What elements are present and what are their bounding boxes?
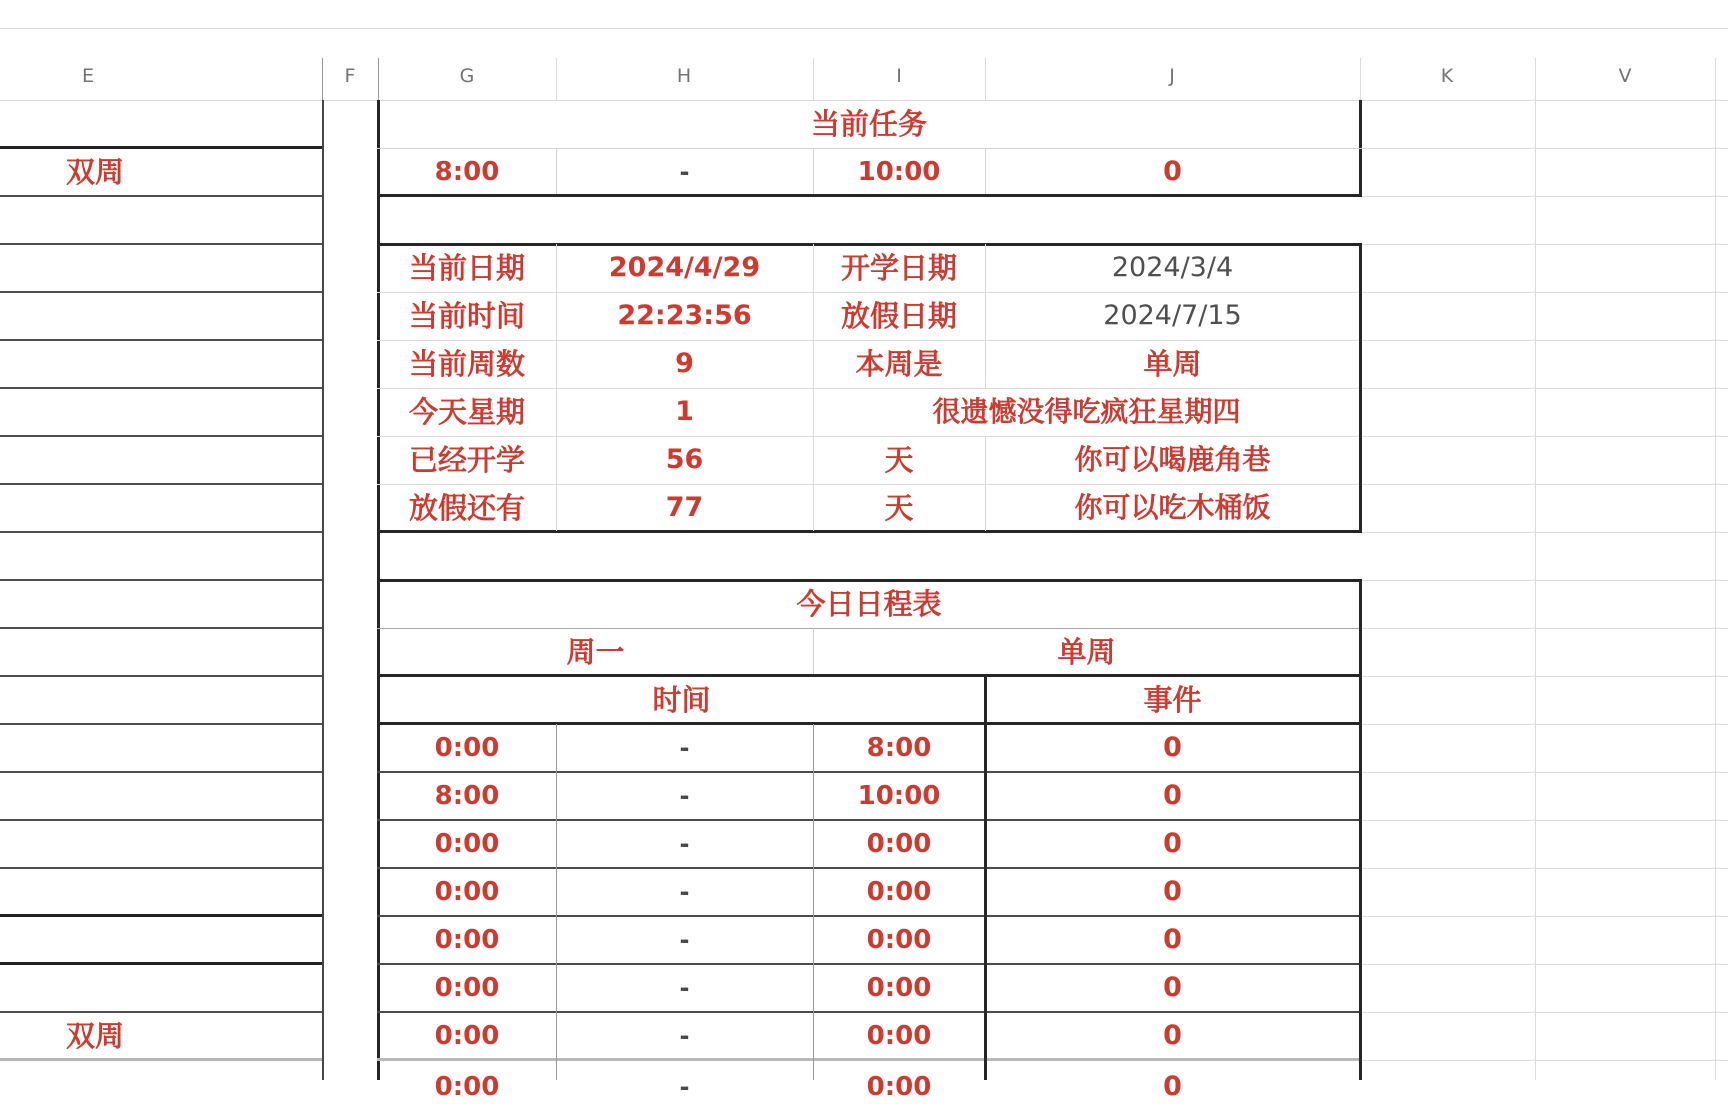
cell-current-time-value[interactable]: 22:23:56 [617,300,752,331]
gridline [1360,196,1728,197]
column-header-G[interactable]: G [459,65,475,87]
schedule-row-event[interactable]: 0 [1163,1071,1182,1102]
schedule-row-from[interactable]: 8:00 [434,781,500,811]
gridline [1360,292,1728,293]
left-table-line [0,771,322,773]
column-header-E[interactable]: E [81,65,94,87]
schedule-row-dash[interactable]: - [679,878,690,906]
gridline [1360,388,1728,389]
schedule-row-to[interactable]: 0:00 [866,925,932,955]
left-table-line [0,291,322,293]
schedule-row-from[interactable]: 0:00 [434,1072,500,1102]
schedule-row-dash[interactable]: - [679,782,690,810]
gridline [1360,628,1728,629]
header-separator [1715,58,1716,100]
schedule-row-dash[interactable]: - [679,734,690,762]
column-header-H[interactable]: H [676,65,692,87]
cell-fun-note-3[interactable]: 你可以吃木桶饭 [1074,491,1271,524]
gridline [1360,964,1728,965]
left-table-right-border [322,100,324,1080]
schedule-row-from[interactable]: 0:00 [434,877,500,907]
schedule-row-dash[interactable]: - [679,974,690,1002]
cell-term-start-value[interactable]: 2024/3/4 [1111,252,1234,283]
left-table-line [0,483,322,485]
gridline [1535,100,1536,1080]
left-table-line [0,531,322,533]
gridline [1360,1012,1728,1013]
schedule-row-event[interactable]: 0 [1163,1020,1182,1051]
cell-event-header[interactable]: 事件 [1143,683,1202,717]
cell-task-event[interactable]: 0 [1163,156,1182,187]
schedule-row-dash[interactable]: - [679,926,690,954]
left-table-line [0,435,322,437]
left-table-line [0,339,322,341]
gridline [1360,724,1728,725]
cell-days-unit-2[interactable]: 天 [884,491,914,525]
left-table-border [0,914,322,917]
schedule-row-event[interactable]: 0 [1163,732,1182,763]
cell-this-week-value[interactable]: 单周 [1143,347,1202,381]
schedule-row-from[interactable]: 0:00 [434,973,500,1003]
cell-current-task-title[interactable]: 当前任务 [810,107,927,141]
schedule-row-event[interactable]: 0 [1163,876,1182,907]
header-separator [813,58,814,100]
gridline [1360,580,1728,581]
schedule-row-to[interactable]: 10:00 [857,781,941,811]
left-table-border [0,962,322,965]
cell-week-number-label[interactable]: 当前周数 [408,347,525,381]
left-table-line [0,723,322,725]
gridline [1715,100,1716,1080]
schedule-row-from[interactable]: 0:00 [434,829,500,859]
cell-days-unit[interactable]: 天 [884,443,914,477]
gridline [1360,676,1728,677]
header-separator [985,58,986,100]
column-header-I[interactable]: I [896,65,902,87]
gridline [1360,820,1728,821]
cell-schedule-day[interactable]: 周一 [566,635,625,669]
cell-schedule-title[interactable]: 今日日程表 [796,587,942,621]
cell-schedule-week-type[interactable]: 单周 [1057,635,1116,669]
gridline [1360,868,1728,869]
cell-time-header[interactable]: 时间 [652,683,711,717]
schedule-row-to[interactable]: 0:00 [866,1072,932,1102]
left-table-line [0,675,322,677]
schedule-row-to[interactable]: 0:00 [866,1021,932,1051]
cell-term-start-label[interactable]: 开学日期 [840,251,957,285]
cell-days-left-value[interactable]: 77 [665,492,704,523]
column-header-J[interactable]: J [1169,65,1175,87]
column-header-V[interactable]: V [1618,65,1632,87]
schedule-row-from[interactable]: 0:00 [434,733,500,763]
column-header-F[interactable]: F [344,65,356,87]
schedule-row-to[interactable]: 0:00 [866,973,932,1003]
schedule-row-event[interactable]: 0 [1163,972,1182,1003]
cell-weekday-label[interactable]: 今天星期 [408,395,525,429]
cell-vacation-date-value[interactable]: 2024/7/15 [1103,300,1242,331]
cell-this-week-label[interactable]: 本周是 [855,347,943,381]
left-table-line [0,579,322,581]
cell-current-time-label[interactable]: 当前时间 [408,299,525,333]
left-table-line [0,627,322,629]
gridline [1360,340,1728,341]
cell-week-number-value[interactable]: 9 [675,348,694,379]
schedule-row-dash[interactable]: - [679,1022,690,1050]
header-separator [1360,58,1361,100]
cell-weekday-value[interactable]: 1 [675,396,694,427]
cell-days-since-label[interactable]: 已经开学 [408,443,525,477]
cell-fun-note-2[interactable]: 你可以喝鹿角巷 [1074,443,1271,476]
cell-task-start[interactable]: 8:00 [434,157,500,187]
schedule-row-to[interactable]: 8:00 [866,733,932,763]
cell-biweek-top[interactable]: 双周 [65,155,124,189]
schedule-row-to[interactable]: 0:00 [866,877,932,907]
gridline [1360,484,1728,485]
header-top-line [0,28,1728,29]
schedule-row-event[interactable]: 0 [1163,828,1182,859]
schedule-row-dash[interactable]: - [679,1073,690,1101]
left-table-line [0,387,322,389]
cell-days-since-value[interactable]: 56 [665,444,704,475]
cell-task-dash[interactable]: - [679,158,690,186]
schedule-row-dash[interactable]: - [679,830,690,858]
header-separator [556,58,557,100]
header-separator [1535,58,1536,100]
gridline [1360,532,1728,533]
schedule-row-to[interactable]: 0:00 [866,829,932,859]
gridline [1360,772,1728,773]
left-table-line [0,819,322,821]
left-table-line [0,243,322,245]
cell-task-end[interactable]: 10:00 [857,157,941,187]
gridline [1360,148,1728,149]
cell-days-left-label[interactable]: 放假还有 [408,491,525,525]
gridline [1360,244,1728,245]
cell-current-date-value[interactable]: 2024/4/29 [608,252,761,283]
cell-biweek-bottom[interactable]: 双周 [65,1019,124,1053]
cell-current-date-label[interactable]: 当前日期 [408,251,525,285]
cell-fun-note-1[interactable]: 很遗憾没得吃疯狂星期四 [932,395,1241,428]
schedule-row-event[interactable]: 0 [1163,780,1182,811]
schedule-row-event[interactable]: 0 [1163,924,1182,955]
partial-row-clip [0,1061,1728,1102]
column-header-K[interactable]: K [1440,65,1454,87]
cell-vacation-date-label[interactable]: 放假日期 [840,299,957,333]
gridline [1360,436,1728,437]
gridline [1360,916,1728,917]
left-table-line [0,867,322,869]
schedule-row-from[interactable]: 0:00 [434,1021,500,1051]
schedule-row-from[interactable]: 0:00 [434,925,500,955]
